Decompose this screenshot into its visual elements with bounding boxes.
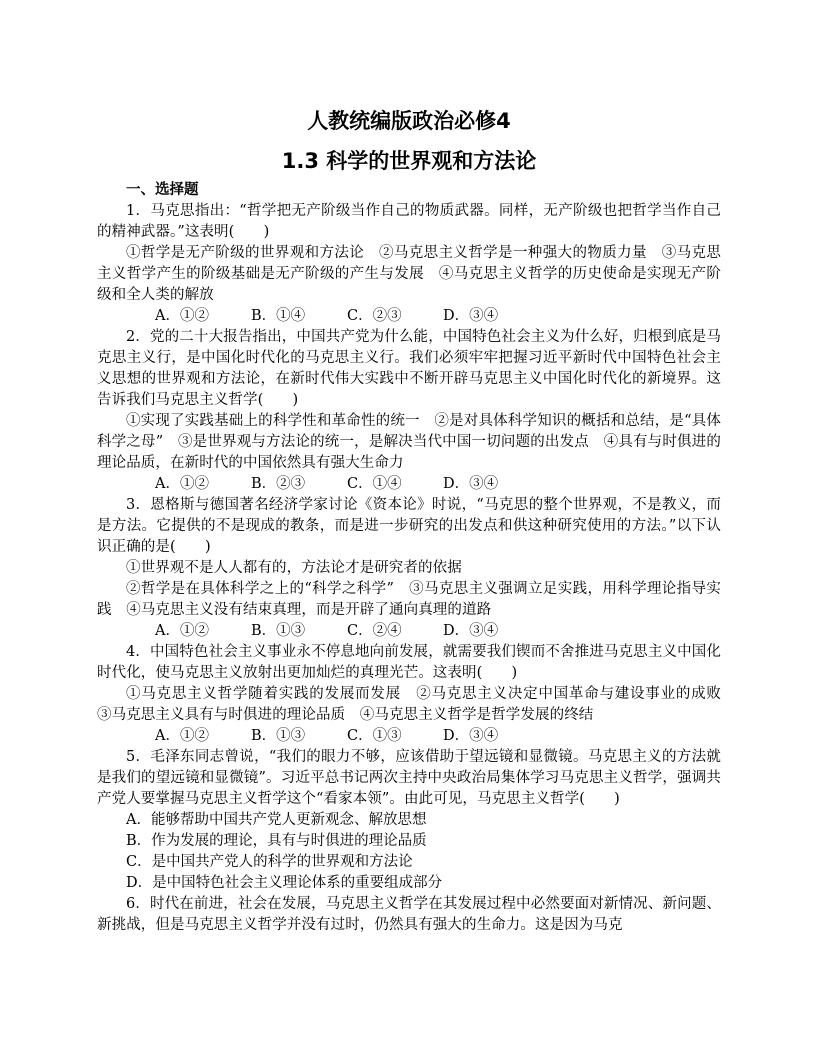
- question-2-stem: 2．党的二十大报告指出，中国共产党为什么能，中国特色社会主义为什么好，归根到底是马克思主义行，是中国化时代化的马克思主义行。我们必须牢牢把握习近平新时代中国特色社会主义思想的世界观和方法论，在新时代伟大实践中不断开辟马克思主义中国化时代化的新境界。这告诉我们马克思主义哲学( ): [97, 329, 721, 408]
- choice-c[interactable]: C．①③: [347, 728, 402, 744]
- question-6-stem: 6．时代在前进，社会在发展，马克思主义哲学在其发展过程中必然要面对新情况、新问题、新挑战，但是马克思主义哲学并没有过时，仍然具有强大的生命力。这是因为马克: [97, 896, 721, 933]
- question-5-option-a[interactable]: A．能够帮助中国共产党人更新观念、解放思想: [126, 812, 427, 828]
- question-5-option-c[interactable]: C．是中国共产党人的科学的世界观和方法论: [126, 854, 413, 870]
- choice-d[interactable]: D．③④: [443, 728, 499, 744]
- question-4-choices: [97, 726, 721, 747]
- choice-c[interactable]: C．①④: [347, 476, 402, 492]
- lesson-title: 1.3 科学的世界观和方法论: [281, 149, 537, 173]
- document-title: 人教统编版政治必修4: [307, 109, 511, 133]
- choice-b[interactable]: B．②③: [251, 476, 306, 492]
- question-3-stem: 3．恩格斯与德国著名经济学家讨论《资本论》时说，“马克思的整个世界观，不是教义，而是方法。它提供的不是现成的教条，而是进一步研究的出发点和供这种研究使用的方法。”以下认识正确的是( ): [97, 497, 721, 555]
- choice-a[interactable]: A．①②: [155, 476, 209, 492]
- question-1-statements: ①哲学是无产阶级的世界观和方法论 ②马克思主义哲学是一种强大的物质力量 ③马克思主义哲学产生的阶级基础是无产阶级的产生与发展 ④马克思主义哲学的历史使命是实现无产阶级和全人类的解放: [97, 245, 721, 303]
- question-2-choices: [97, 474, 721, 495]
- choice-d[interactable]: D．③④: [443, 476, 499, 492]
- document-body: [97, 104, 736, 936]
- section-heading: 一、选择题: [126, 182, 199, 198]
- choice-d[interactable]: D．③④: [443, 623, 499, 639]
- question-3-choices: [97, 621, 721, 642]
- choice-b[interactable]: B．①③: [251, 623, 306, 639]
- choice-b[interactable]: B．①④: [251, 308, 306, 324]
- choice-b[interactable]: B．①③: [251, 728, 306, 744]
- question-5-stem: 5．毛泽东同志曾说，“我们的眼力不够，应该借助于望远镜和显微镜。马克思主义的方法就是我们的望远镜和显微镜”。习近平总书记两次主持中央政治局集体学习马克思主义哲学，强调共产党人要掌握马克思主义哲学这个“看家本领”。由此可见，马克思主义哲学( ): [97, 749, 721, 807]
- choice-a[interactable]: A．①②: [155, 728, 209, 744]
- question-1-stem: 1．马克思指出：“哲学把无产阶级当作自己的物质武器。同样，无产阶级也把哲学当作自己的精神武器。”这表明( ): [97, 203, 721, 240]
- question-3-statement-1: ①世界观不是人人都有的，方法论才是研究者的依据: [126, 560, 462, 576]
- question-1-choices: [97, 306, 721, 327]
- question-4-statements: ①马克思主义哲学随着实践的发展而发展 ②马克思主义决定中国革命与建设事业的成败 ③马克思主义具有与时俱进的理论品质 ④马克思主义哲学是哲学发展的终结: [97, 686, 736, 723]
- choice-a[interactable]: A．①②: [155, 308, 209, 324]
- question-2-statements: ①实现了实践基础上的科学性和革命性的统一 ②是对具体科学知识的概括和总结，是“具体科学之母” ③是世界观与方法论的统一，是解决当代中国一切问题的出发点 ④具有与时俱进的理论品质，在新时代的中国依然具有强大生命力: [97, 413, 721, 471]
- choice-a[interactable]: A．①②: [155, 623, 209, 639]
- question-4-stem: 4．中国特色社会主义事业永不停息地向前发展，就需要我们锲而不舍推进马克思主义中国化时代化，使马克思主义放射出更加灿烂的真理光芒。这表明( ): [97, 644, 721, 681]
- choice-d[interactable]: D．③④: [443, 308, 499, 324]
- question-5-option-b[interactable]: B．作为发展的理论，具有与时俱进的理论品质: [126, 833, 427, 849]
- choice-c[interactable]: C．②④: [347, 623, 402, 639]
- question-5-option-d[interactable]: D．是中国特色社会主义理论体系的重要组成部分: [126, 875, 443, 891]
- question-3-statement-2: ②哲学是在具体科学之上的“科学之科学” ③马克思主义强调立足实践，用科学理论指导实践 ④马克思主义没有结束真理，而是开辟了通向真理的道路: [97, 581, 721, 618]
- choice-c[interactable]: C．②③: [347, 308, 402, 324]
